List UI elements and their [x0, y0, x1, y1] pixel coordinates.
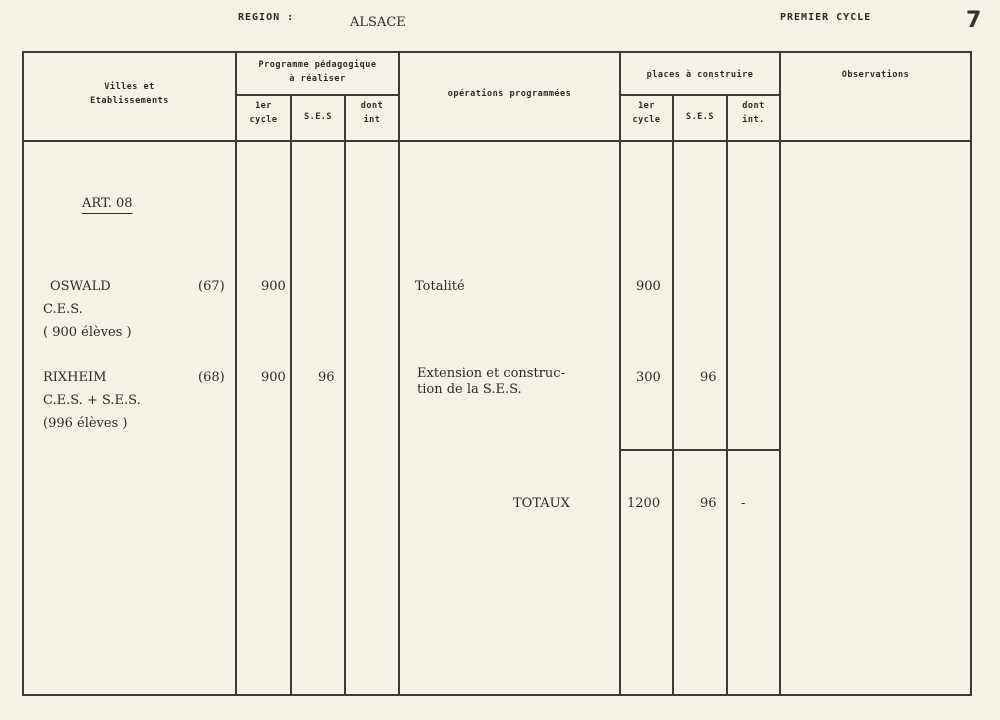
- header-prog-ses: S.E.S: [303, 112, 333, 122]
- header-places-ses: S.E.S: [685, 112, 715, 122]
- table-border-top: [22, 51, 972, 53]
- row-operation: Totalité: [415, 279, 465, 294]
- col-divider-programme: [398, 51, 400, 696]
- row-dept: (68): [198, 370, 225, 385]
- row-places-1er: 300: [636, 370, 661, 385]
- row-type: C.E.S.: [43, 302, 83, 317]
- region-value: ALSACE: [350, 15, 406, 30]
- row-type: C.E.S. + S.E.S.: [43, 393, 141, 408]
- totals-places-1er: 1200: [627, 496, 661, 511]
- row-operation-line-2: tion de la S.E.S.: [417, 382, 522, 397]
- row-students: ( 900 élèves ): [43, 325, 132, 340]
- row-prog-1er: 900: [261, 370, 286, 385]
- header-operations: opérations programmées: [447, 89, 572, 99]
- row-name: OSWALD: [50, 279, 111, 294]
- header-prog-1er: 1er cycle: [249, 101, 278, 125]
- programme-subheader-line: [236, 94, 399, 96]
- header-villes: Villes et Etablissements: [90, 82, 169, 106]
- header-places: places à construire: [646, 70, 754, 80]
- page-number: 7: [966, 8, 982, 33]
- col-divider-prog-ses: [344, 95, 346, 696]
- table-border-right: [970, 51, 972, 696]
- table-header-divider: [22, 140, 972, 142]
- col-divider-places: [779, 51, 781, 696]
- header-programme: Programme pédagogique à réaliser: [258, 60, 377, 84]
- col-divider-places-ses: [726, 95, 728, 696]
- row-prog-ses: 96: [318, 370, 335, 385]
- col-divider-operations: [619, 51, 621, 696]
- row-places-ses: 96: [700, 370, 717, 385]
- totals-separator-line: [620, 449, 780, 451]
- col-divider-places-1er: [672, 95, 674, 696]
- header-prog-dont: dont int: [360, 101, 384, 125]
- col-divider-villes: [235, 51, 237, 696]
- row-prog-1er: 900: [261, 279, 286, 294]
- table-border-left: [22, 51, 24, 696]
- row-students: (996 élèves ): [43, 416, 128, 431]
- header-places-dont: dont int.: [742, 101, 765, 125]
- header-observations: Observations: [841, 70, 910, 80]
- row-dept: (67): [198, 279, 225, 294]
- col-divider-prog-1er: [290, 95, 292, 696]
- cycle-label: PREMIER CYCLE: [780, 12, 872, 23]
- places-subheader-line: [620, 94, 780, 96]
- row-operation-line-1: Extension et construc-: [417, 366, 565, 381]
- section-heading: ART. 08: [82, 196, 133, 211]
- totals-places-ses: 96: [700, 496, 717, 511]
- header-places-1er: 1er cycle: [632, 101, 661, 125]
- row-places-1er: 900: [636, 279, 661, 294]
- totals-label: TOTAUX: [513, 496, 570, 511]
- row-name: RIXHEIM: [43, 370, 107, 385]
- region-label: REGION :: [238, 12, 295, 23]
- table-border-bottom: [22, 694, 972, 696]
- totals-places-dont: -: [741, 496, 746, 511]
